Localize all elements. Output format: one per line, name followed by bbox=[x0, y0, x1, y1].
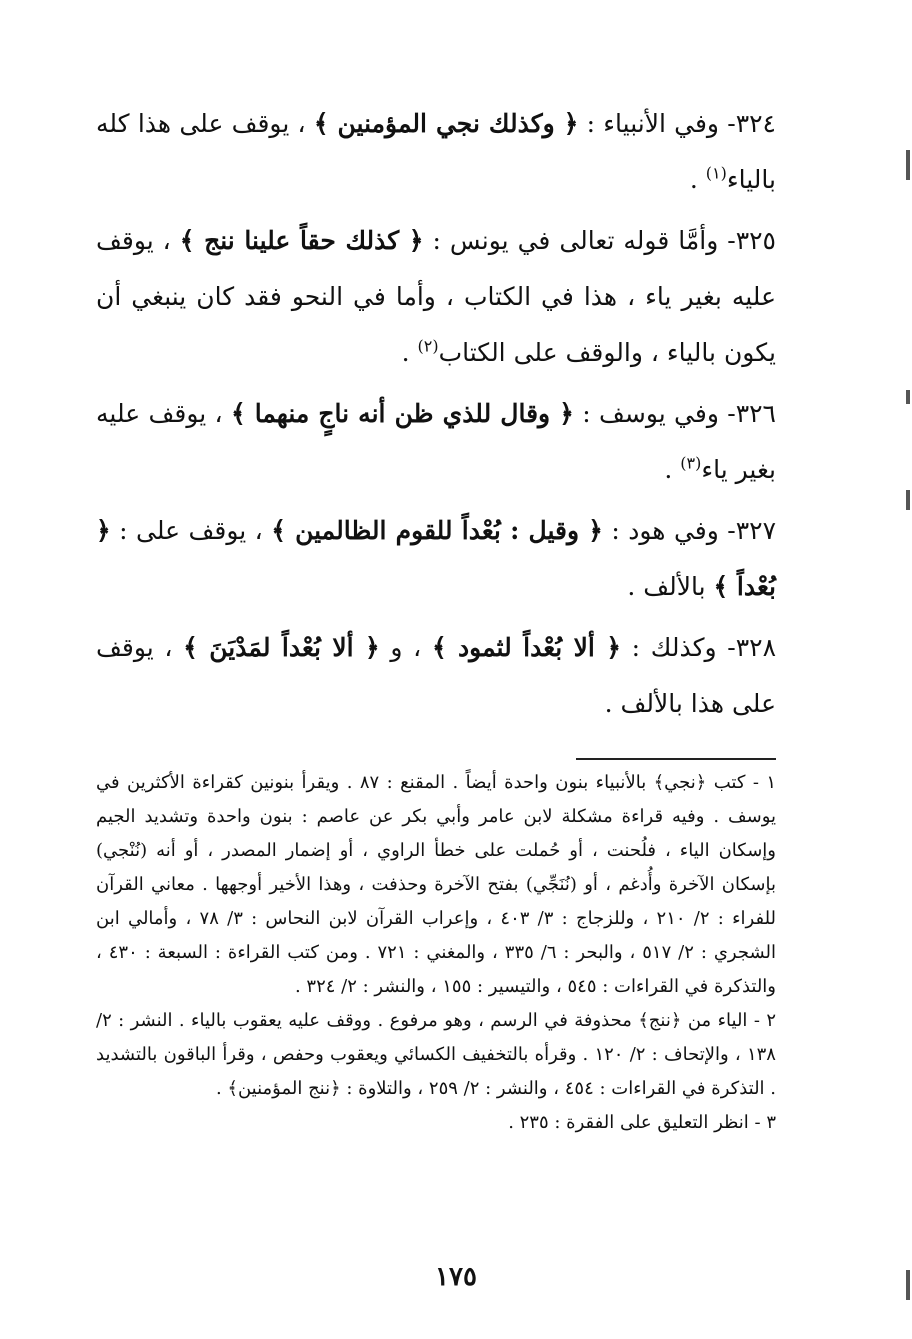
quran-quote: ﴿ ألا بُعْداً لثمود ﴾ bbox=[431, 633, 621, 662]
paragraph-text: ، يوقف عليه بغير ياء bbox=[96, 399, 776, 484]
paragraph-text: ٣٢٨- وكذلك : bbox=[620, 633, 777, 662]
paragraph-text: ٣٢٥- وأمَّا قوله تعالى في يونس : bbox=[423, 226, 776, 255]
page-number: ١٧٥ bbox=[435, 1262, 477, 1292]
paragraph-text: ٣٢٤- وفي الأنبياء : bbox=[578, 109, 776, 138]
quran-quote: ﴿ وقيل : بُعْداً للقوم الظالمين ﴾ bbox=[271, 516, 603, 545]
paragraph-text: ، و bbox=[379, 633, 432, 662]
scan-edge-mark bbox=[906, 490, 910, 510]
paragraph-text: ٣٢٦- وفي يوسف : bbox=[573, 399, 776, 428]
paragraph-end: . bbox=[401, 338, 418, 367]
main-text bbox=[96, 96, 776, 737]
quran-quote: ﴿ ألا بُعْداً لمَدْيَنَ ﴾ bbox=[183, 633, 380, 662]
paragraph-325 bbox=[96, 213, 776, 381]
scan-edge-mark bbox=[906, 150, 910, 180]
footnote-reference: (٢) bbox=[417, 336, 439, 356]
paragraph-text: ، يوقف على : bbox=[110, 516, 272, 545]
footnote-2: ٢ - الياء من ﴿ننج﴾ محذوفة في الرسم ، وهو مرفوع . ووقف عليه يعقوب بالياء . النشر : ٢/ ١٣٨ ، والإتحاف : ٢/ ١٢٠ . وقرأه بالتخفيف الكسائي ويعقوب وحفص ، وقرأ الباقون بالتشديد . التذكرة في القراءات : ٤٥٤ ، والنشر : ٢/ ٢٥٩ ، والتلاوة : ﴿ننج المؤمنين﴾ . bbox=[96, 1010, 776, 1099]
footnotes bbox=[96, 766, 776, 1140]
paragraph-end: . bbox=[664, 455, 681, 484]
quran-quote: ﴿ بُعْداً ﴾ bbox=[96, 516, 776, 601]
footnote-3: ٣ - انظر التعليق على الفقرة : ٢٣٥ . bbox=[508, 1112, 776, 1133]
paragraph-end: . bbox=[689, 165, 706, 194]
scan-edge-mark bbox=[906, 1270, 910, 1300]
quran-quote: ﴿ وقال للذي ظن أنه ناجٍ منهما ﴾ bbox=[230, 399, 574, 428]
paragraph-text: ٣٢٧- وفي هود : bbox=[602, 516, 777, 545]
footnote-1: ١ - كتب ﴿نجي﴾ بالأنبياء بنون واحدة أيضاً . المقنع : ٨٧ . ويقرأ بنونين كقراءة الأكثرين في يوسف . وفيه قراءة مشكلة لابن عامر وأبي بكر عن عاصم : بنون واحدة وتشديد الجيم وإسكان الياء ، فلُحنت ، أو حُملت على خطأ الراوي ، أو إضمار المصدر ، أو أنه (نُنْجي) بإسكان الآخرة وأُدغم ، أو (نُنَجِّي) بفتح الآخرة وحذفت ، وهذا الأخير أوجهها . معاني القرآن للفراء : ٢/ ٢١٠ ، وللزجاج : ٣/ ٤٠٣ ، وإعراب القرآن لابن النحاس : ٣/ ٧٨ ، وأمالي ابن الشجري : ٢/ ٥١٧ ، والبحر : ٦/ ٣٣٥ ، والمغني : ٧٢١ . ومن كتب القراءة : السبعة : ٤٣٠ ، والتذكرة في القراءات : ٥٤٥ ، والتيسير : ١٥٥ ، والنشر : ٢/ ٣٢٤ . bbox=[96, 772, 777, 997]
scan-edge-mark bbox=[906, 390, 910, 404]
paragraph-end: ، يوقف على هذا بالألف . bbox=[96, 633, 776, 718]
paragraph-end: بالألف . bbox=[627, 572, 714, 601]
paragraph-text: ، يوقف على هذا كله بالياء bbox=[96, 109, 776, 194]
paragraph-text: ، يوقف عليه بغير ياء ، هذا في الكتاب ، وأما في النحو فقد كان ينبغي أن يكون بالياء ، والوقف على الكتاب bbox=[96, 226, 776, 367]
paragraph-328 bbox=[96, 620, 776, 732]
paragraph-327 bbox=[96, 503, 776, 615]
footnote-separator bbox=[576, 758, 776, 760]
footnote-reference: (١) bbox=[705, 163, 727, 183]
footnote-reference: (٣) bbox=[680, 453, 702, 473]
paragraph-326 bbox=[96, 386, 776, 498]
quran-quote: ﴿ وكذلك نجي المؤمنين ﴾ bbox=[313, 109, 579, 138]
paragraph-324 bbox=[96, 96, 776, 208]
quran-quote: ﴿ كذلك حقاً علينا ننج ﴾ bbox=[179, 226, 424, 255]
